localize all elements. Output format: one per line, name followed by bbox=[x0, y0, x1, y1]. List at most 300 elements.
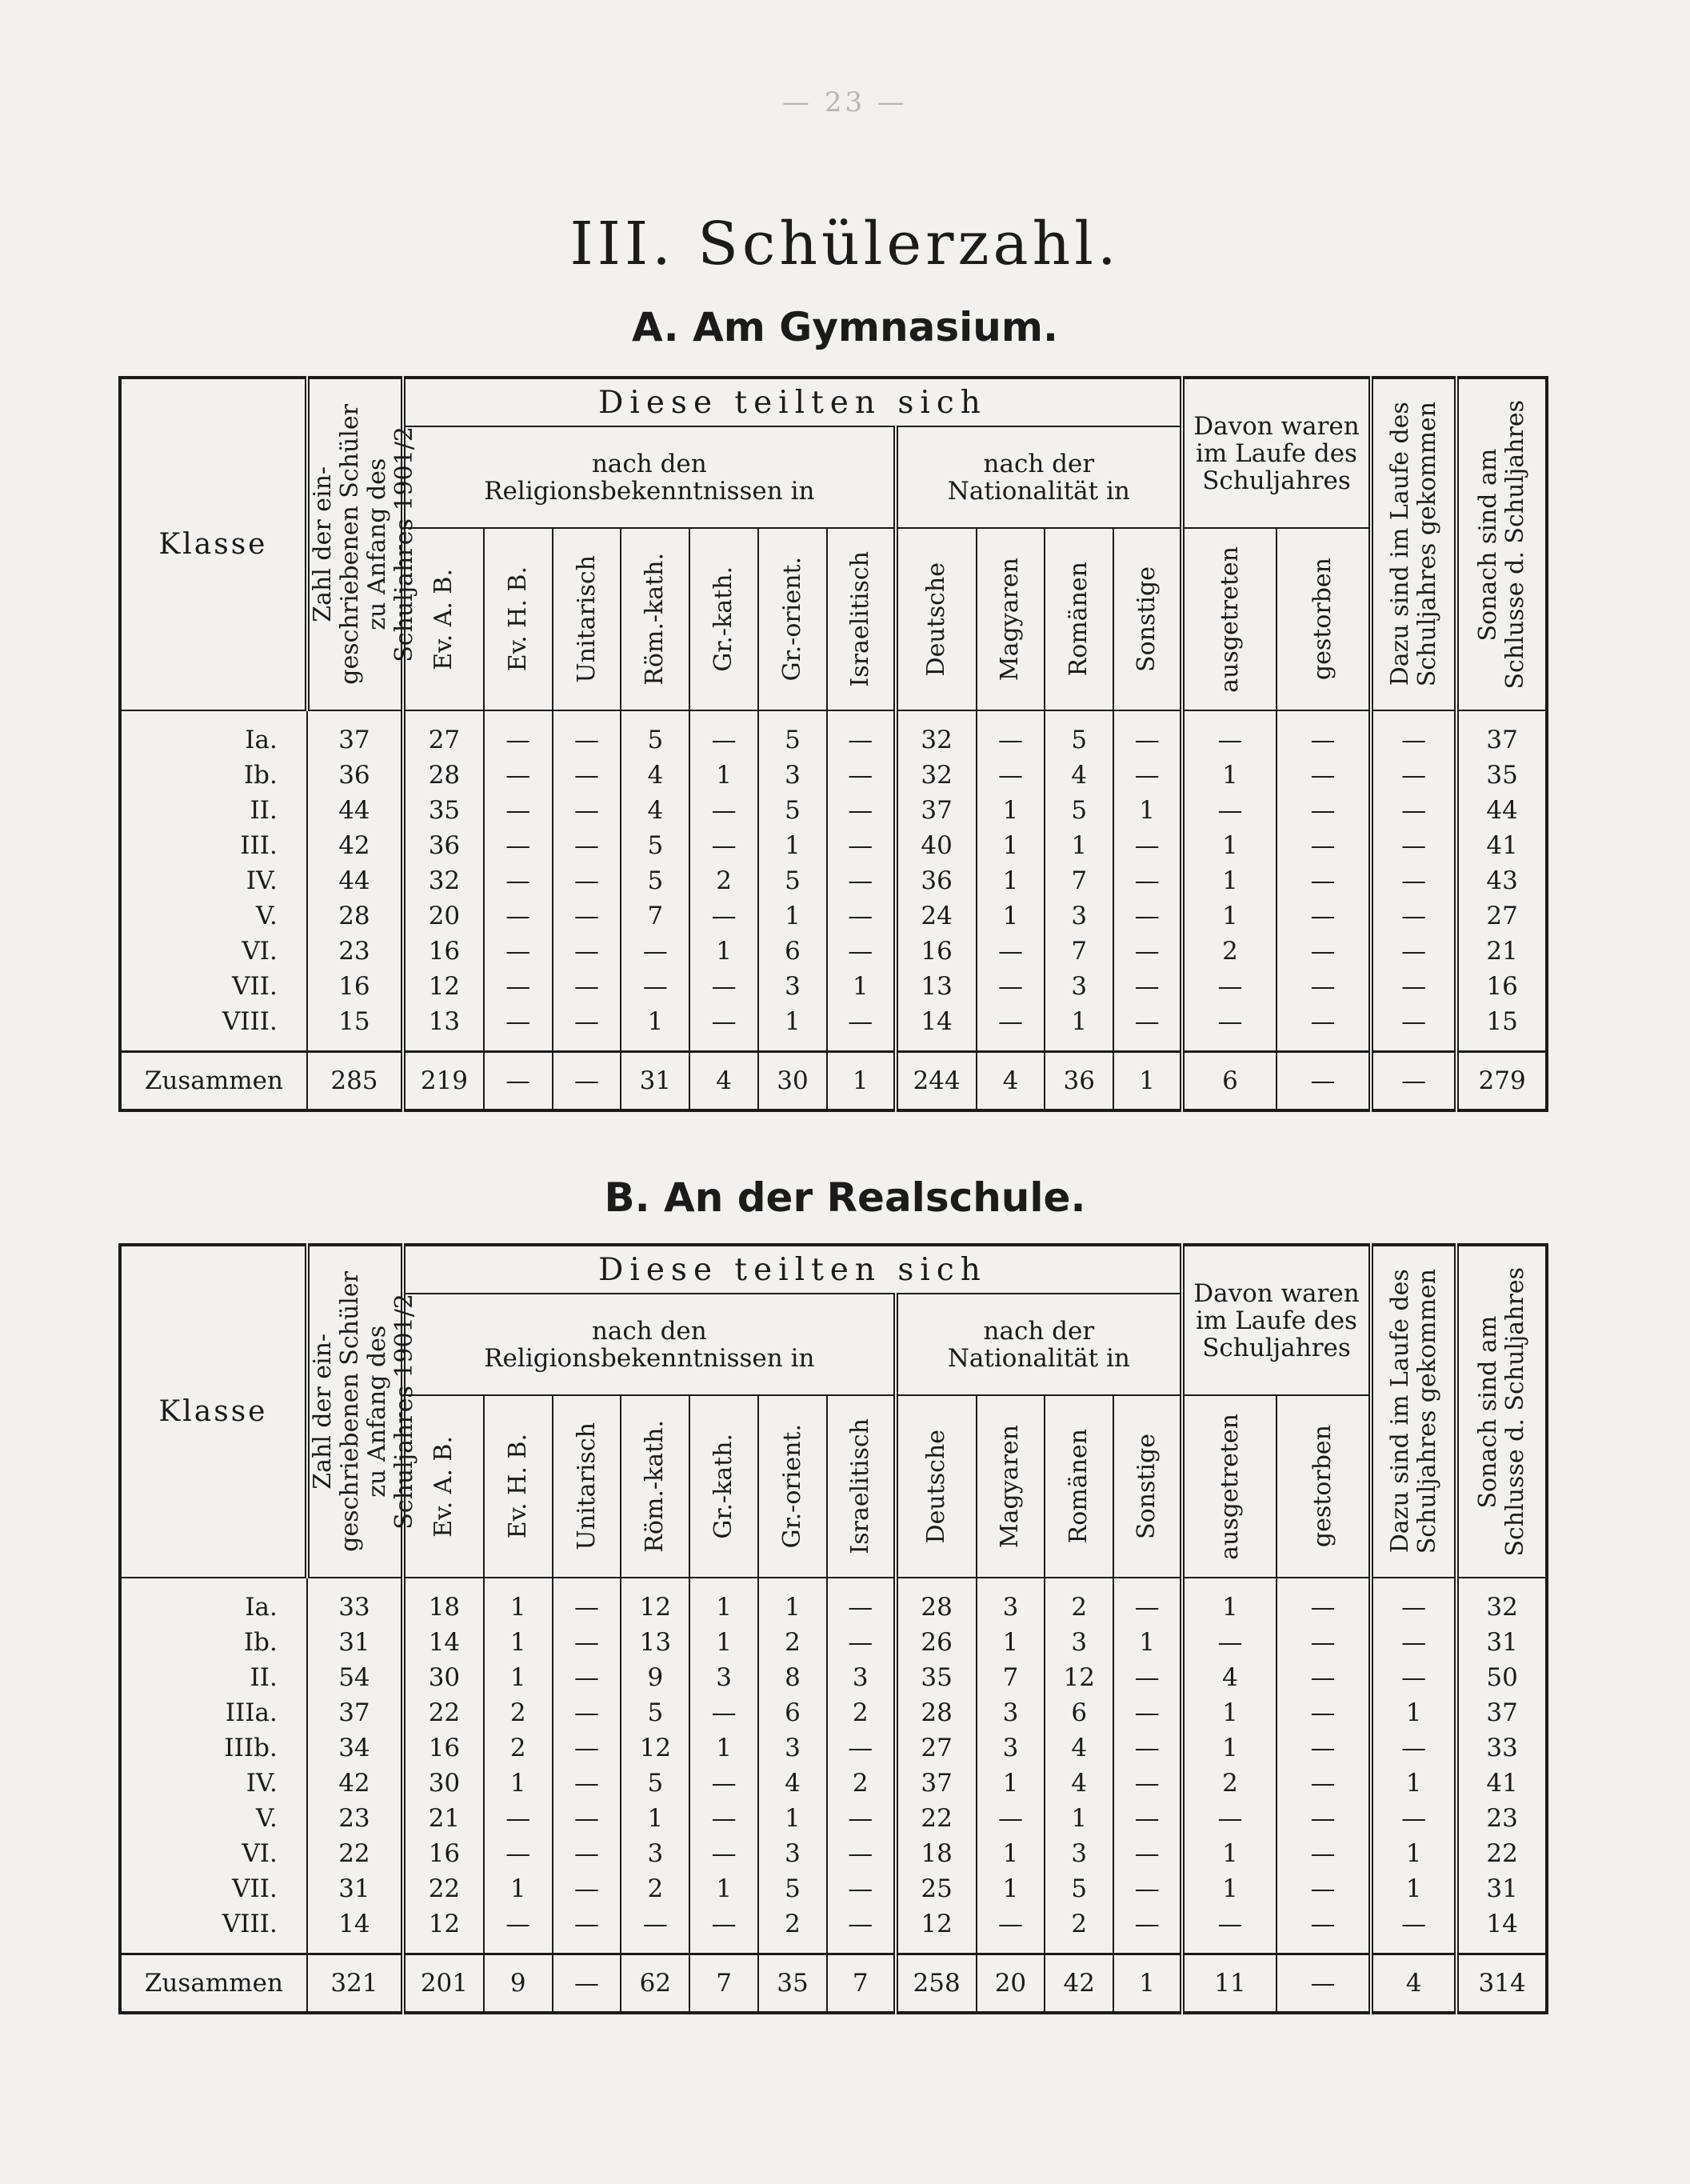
class-name-cell: Ib. bbox=[120, 1625, 307, 1660]
table-cell: 1 bbox=[689, 1871, 758, 1906]
table-cell: 1 bbox=[689, 1625, 758, 1660]
table-cell: 4 bbox=[621, 793, 689, 828]
class-name-cell: II. bbox=[120, 1660, 307, 1695]
table-cell: 14 bbox=[1456, 1906, 1547, 1942]
table-cell: 1 bbox=[758, 898, 827, 934]
class-name-cell: V. bbox=[120, 1801, 307, 1836]
total-cell: 4 bbox=[1371, 1954, 1456, 2014]
table-cell: — bbox=[977, 1801, 1045, 1836]
table-cell: 1 bbox=[977, 1625, 1045, 1660]
table-cell: 26 bbox=[896, 1625, 977, 1660]
total-cell: 36 bbox=[1045, 1052, 1113, 1111]
column-header bbox=[977, 1395, 1045, 1578]
table-cell: 2 bbox=[484, 1730, 553, 1766]
column-header-label: Röm.-kath. bbox=[641, 553, 669, 686]
table-cell: — bbox=[1113, 1730, 1182, 1766]
column-header bbox=[758, 528, 827, 710]
header-line: Nationalität in bbox=[947, 476, 1130, 506]
table-cell: 1 bbox=[484, 1578, 553, 1625]
table-cell: 16 bbox=[403, 1836, 484, 1871]
table-cell: 1 bbox=[1182, 1871, 1276, 1906]
class-name-cell: VI. bbox=[120, 934, 307, 969]
table-cell: 35 bbox=[1456, 758, 1547, 793]
table-row bbox=[120, 710, 1547, 758]
table-cell: — bbox=[484, 828, 553, 863]
table-cell: — bbox=[484, 758, 553, 793]
table-cell: — bbox=[689, 793, 758, 828]
table-cell: — bbox=[1276, 969, 1371, 1004]
table-cell: 1 bbox=[689, 1730, 758, 1766]
table-cell: — bbox=[1276, 1730, 1371, 1766]
column-header-label: Romänen bbox=[1065, 1429, 1093, 1544]
table-cell: — bbox=[553, 863, 621, 898]
table-row bbox=[120, 1625, 1547, 1660]
column-header-label: Deutsche bbox=[922, 1429, 951, 1544]
table-cell: — bbox=[827, 758, 896, 793]
total-cell: — bbox=[484, 1052, 553, 1111]
table-cell: — bbox=[827, 1730, 896, 1766]
table-cell: 5 bbox=[621, 863, 689, 898]
table-cell: — bbox=[1276, 1766, 1371, 1801]
header-line: im Laufe des bbox=[1195, 438, 1357, 468]
table-cell: 36 bbox=[403, 828, 484, 863]
table-cell: 7 bbox=[1045, 863, 1113, 898]
table-cell: 1 bbox=[977, 898, 1045, 934]
column-header bbox=[1045, 528, 1113, 710]
table-cell: 3 bbox=[1045, 1836, 1113, 1871]
class-name-cell: Ia. bbox=[120, 710, 307, 758]
table-cell: 12 bbox=[1045, 1660, 1113, 1695]
column-header-label: Israelitisch bbox=[845, 551, 874, 687]
dazu-header bbox=[1371, 378, 1456, 710]
table-cell: 37 bbox=[896, 1766, 977, 1801]
header-line: Schlusse d. Schuljahres bbox=[1501, 399, 1530, 690]
table-cell: 2 bbox=[1182, 934, 1276, 969]
table-cell: — bbox=[553, 969, 621, 1004]
table-cell: — bbox=[977, 969, 1045, 1004]
table-cell: — bbox=[484, 934, 553, 969]
table-row bbox=[120, 1578, 1547, 1625]
klasse-header: Klasse bbox=[120, 1245, 307, 1578]
header-line: Sonach sind am bbox=[1474, 448, 1503, 641]
table-cell: — bbox=[1113, 710, 1182, 758]
table-cell: — bbox=[1182, 1004, 1276, 1039]
realschule-table bbox=[118, 1243, 1548, 2014]
table-cell: — bbox=[1371, 1730, 1456, 1766]
table-cell: 4 bbox=[1045, 1730, 1113, 1766]
table-cell: — bbox=[1276, 1004, 1371, 1039]
column-header bbox=[1182, 528, 1276, 710]
class-name-cell: Ia. bbox=[120, 1578, 307, 1625]
table-cell: — bbox=[553, 1801, 621, 1836]
table-cell: — bbox=[621, 969, 689, 1004]
table-cell: — bbox=[1371, 898, 1456, 934]
column-header bbox=[484, 528, 553, 710]
table-cell: — bbox=[553, 1004, 621, 1039]
column-header bbox=[827, 528, 896, 710]
table-cell: — bbox=[689, 1766, 758, 1801]
table-row bbox=[120, 793, 1547, 828]
religion-group-header bbox=[403, 426, 896, 528]
table-cell: 3 bbox=[977, 1578, 1045, 1625]
table-cell: — bbox=[484, 710, 553, 758]
table-cell: 3 bbox=[621, 1836, 689, 1871]
total-cell: 20 bbox=[977, 1954, 1045, 2014]
table-cell: — bbox=[1276, 898, 1371, 934]
class-name-cell: II. bbox=[120, 793, 307, 828]
table-cell: — bbox=[484, 1004, 553, 1039]
header-line: zu Anfang des bbox=[362, 458, 391, 631]
header-line: Dazu sind im Laufe des bbox=[1385, 402, 1414, 687]
total-row bbox=[120, 1052, 1547, 1111]
header-line: Dazu sind im Laufe des bbox=[1385, 1269, 1414, 1554]
header-line: Schuljahres bbox=[1202, 1333, 1351, 1362]
table-cell: — bbox=[553, 758, 621, 793]
table-row bbox=[120, 969, 1547, 1004]
davon-header bbox=[1182, 378, 1371, 528]
table-cell: — bbox=[1113, 898, 1182, 934]
table-cell: — bbox=[689, 898, 758, 934]
table-cell: 42 bbox=[307, 1766, 403, 1801]
column-header bbox=[689, 528, 758, 710]
table-cell: 2 bbox=[484, 1695, 553, 1730]
table-cell: — bbox=[977, 934, 1045, 969]
table-cell: 2 bbox=[1045, 1906, 1113, 1942]
class-name-cell: VII. bbox=[120, 969, 307, 1004]
header-line: Schlusse d. Schuljahres bbox=[1501, 1266, 1530, 1557]
total-cell: 35 bbox=[758, 1954, 827, 2014]
table-cell: — bbox=[827, 1871, 896, 1906]
table-cell: 3 bbox=[827, 1660, 896, 1695]
table-cell: — bbox=[1371, 1578, 1456, 1625]
table-cell: — bbox=[1276, 1695, 1371, 1730]
total-cell: — bbox=[1371, 1052, 1456, 1111]
header-line: Schuljahres bbox=[1202, 466, 1351, 495]
table-row bbox=[120, 1871, 1547, 1906]
table-cell: 18 bbox=[896, 1836, 977, 1871]
table-cell: 1 bbox=[1182, 1695, 1276, 1730]
column-header bbox=[621, 528, 689, 710]
total-cell: 7 bbox=[689, 1954, 758, 2014]
header-line: Schuljahres gekommen bbox=[1412, 402, 1441, 687]
table-cell: — bbox=[1276, 1871, 1371, 1906]
table-cell: 3 bbox=[758, 758, 827, 793]
table-cell: 14 bbox=[403, 1625, 484, 1660]
table-cell: 1 bbox=[827, 969, 896, 1004]
table-cell: 31 bbox=[307, 1871, 403, 1906]
table-cell: 33 bbox=[307, 1578, 403, 1625]
table-cell: 34 bbox=[307, 1730, 403, 1766]
header-line: Davon waren bbox=[1193, 411, 1360, 441]
column-header bbox=[1276, 528, 1371, 710]
table-cell: 1 bbox=[484, 1625, 553, 1660]
table-cell: 1 bbox=[689, 1578, 758, 1625]
class-name-cell: VIII. bbox=[120, 1004, 307, 1039]
table-cell: — bbox=[827, 863, 896, 898]
table-cell: 3 bbox=[689, 1660, 758, 1695]
table-cell: 12 bbox=[896, 1906, 977, 1942]
header-line: geschriebenen Schüler bbox=[335, 404, 364, 685]
total-cell: 219 bbox=[403, 1052, 484, 1111]
table-cell: 41 bbox=[1456, 1766, 1547, 1801]
table-cell: — bbox=[1276, 758, 1371, 793]
table-cell: 5 bbox=[621, 710, 689, 758]
table-cell: 31 bbox=[1456, 1871, 1547, 1906]
table-cell: — bbox=[1371, 793, 1456, 828]
table-cell: 3 bbox=[758, 1836, 827, 1871]
table-cell: 44 bbox=[1456, 793, 1547, 828]
table-cell: 1 bbox=[1182, 1578, 1276, 1625]
column-header-label: Gr.-kath. bbox=[709, 1434, 738, 1539]
table-cell: — bbox=[553, 1578, 621, 1625]
column-header-label: ausgetreten bbox=[1215, 546, 1244, 693]
table-cell: 13 bbox=[403, 1004, 484, 1039]
table-cell: — bbox=[553, 1836, 621, 1871]
table-cell: 37 bbox=[307, 1695, 403, 1730]
table-cell: 37 bbox=[896, 793, 977, 828]
table-cell: 37 bbox=[1456, 710, 1547, 758]
column-header-label: Magyaren bbox=[996, 557, 1025, 682]
total-label: Zusammen bbox=[120, 1954, 307, 2014]
table-cell: 22 bbox=[307, 1836, 403, 1871]
class-name-cell: III. bbox=[120, 828, 307, 863]
class-name-cell: VII. bbox=[120, 1871, 307, 1906]
column-header-label: Ev. H. B. bbox=[503, 566, 532, 672]
table-cell: — bbox=[553, 1625, 621, 1660]
table-cell: — bbox=[827, 793, 896, 828]
column-header-label: Gr.-orient. bbox=[777, 1424, 806, 1549]
table-row bbox=[120, 934, 1547, 969]
total-cell: 9 bbox=[484, 1954, 553, 2014]
total-cell: — bbox=[553, 1954, 621, 2014]
table-cell: — bbox=[553, 793, 621, 828]
table-cell: 1 bbox=[758, 1004, 827, 1039]
table-cell: 35 bbox=[896, 1660, 977, 1695]
table-cell: 50 bbox=[1456, 1660, 1547, 1695]
zahl-header bbox=[307, 1245, 418, 1578]
table-cell: 1 bbox=[977, 793, 1045, 828]
total-cell: 31 bbox=[621, 1052, 689, 1111]
table-row bbox=[120, 898, 1547, 934]
table-row bbox=[120, 863, 1547, 898]
table-cell: 2 bbox=[1045, 1578, 1113, 1625]
table-cell: 54 bbox=[307, 1660, 403, 1695]
total-cell: 321 bbox=[307, 1954, 403, 2014]
header-line: Schuljahres 1901/2 bbox=[390, 426, 418, 662]
column-header bbox=[758, 1395, 827, 1578]
nation-group-header bbox=[896, 1294, 1182, 1395]
total-cell: 201 bbox=[403, 1954, 484, 2014]
header-line: Religionsbekenntnissen in bbox=[484, 476, 815, 506]
table-cell: 3 bbox=[977, 1695, 1045, 1730]
table-cell: 43 bbox=[1456, 863, 1547, 898]
total-cell: 1 bbox=[1113, 1954, 1182, 2014]
total-cell: — bbox=[1276, 1954, 1371, 2014]
table-cell: — bbox=[1182, 1625, 1276, 1660]
table-cell: 6 bbox=[1045, 1695, 1113, 1730]
table-cell: — bbox=[1276, 1836, 1371, 1871]
table-cell: 1 bbox=[1045, 828, 1113, 863]
class-name-cell: IIIb. bbox=[120, 1730, 307, 1766]
table-cell: — bbox=[1182, 1906, 1276, 1942]
table-cell: 9 bbox=[621, 1660, 689, 1695]
table-cell: 14 bbox=[307, 1906, 403, 1942]
header-line: nach der bbox=[983, 449, 1095, 478]
table-cell: 16 bbox=[403, 1730, 484, 1766]
table-cell: 37 bbox=[1456, 1695, 1547, 1730]
class-name-cell: Ib. bbox=[120, 758, 307, 793]
table-cell: 15 bbox=[307, 1004, 403, 1039]
total-cell: 279 bbox=[1456, 1052, 1547, 1111]
table-cell: 1 bbox=[758, 1578, 827, 1625]
table-cell: 1 bbox=[1371, 1836, 1456, 1871]
column-header-label: Deutsche bbox=[922, 562, 951, 677]
column-header bbox=[1276, 1395, 1371, 1578]
header-line: nach den bbox=[591, 1316, 707, 1346]
table-cell: — bbox=[827, 1906, 896, 1942]
table-cell: — bbox=[1113, 1836, 1182, 1871]
table-cell: — bbox=[977, 758, 1045, 793]
table-cell: — bbox=[1371, 969, 1456, 1004]
table-cell: — bbox=[1371, 1004, 1456, 1039]
table-cell: — bbox=[484, 1906, 553, 1942]
table-cell: 1 bbox=[689, 758, 758, 793]
table-cell: 1 bbox=[689, 934, 758, 969]
table-row bbox=[120, 828, 1547, 863]
table-cell: 20 bbox=[403, 898, 484, 934]
column-header-label: Ev. A. B. bbox=[429, 1435, 458, 1538]
total-cell: — bbox=[1276, 1052, 1371, 1111]
table-cell: 42 bbox=[307, 828, 403, 863]
table-cell: 1 bbox=[1182, 828, 1276, 863]
table-cell: 22 bbox=[1456, 1836, 1547, 1871]
table-cell: — bbox=[1113, 1871, 1182, 1906]
table-cell: — bbox=[484, 898, 553, 934]
table-cell: — bbox=[1276, 710, 1371, 758]
table-cell: 1 bbox=[1045, 1004, 1113, 1039]
table-cell: — bbox=[553, 898, 621, 934]
class-name-cell: IV. bbox=[120, 863, 307, 898]
table-cell: — bbox=[689, 969, 758, 1004]
table-cell: 4 bbox=[621, 758, 689, 793]
column-header bbox=[1045, 1395, 1113, 1578]
total-cell: 62 bbox=[621, 1954, 689, 2014]
table-cell: — bbox=[553, 1871, 621, 1906]
table-cell: — bbox=[1371, 1660, 1456, 1695]
header-line: Zahl der ein- bbox=[308, 466, 337, 622]
table-cell: — bbox=[977, 1906, 1045, 1942]
header-line: im Laufe des bbox=[1195, 1306, 1357, 1335]
table-cell: 5 bbox=[1045, 1871, 1113, 1906]
table-cell: — bbox=[827, 1625, 896, 1660]
column-header-label: Israelitisch bbox=[845, 1418, 874, 1554]
table-row bbox=[120, 758, 1547, 793]
table-cell: 1 bbox=[1113, 793, 1182, 828]
header-line: Schuljahres 1901/2 bbox=[390, 1294, 418, 1530]
column-header bbox=[827, 1395, 896, 1578]
table-cell: 3 bbox=[1045, 969, 1113, 1004]
table-cell: — bbox=[1276, 1625, 1371, 1660]
table-cell: 2 bbox=[827, 1695, 896, 1730]
table-cell: 22 bbox=[896, 1801, 977, 1836]
table-cell: — bbox=[1182, 710, 1276, 758]
table-cell: — bbox=[1371, 934, 1456, 969]
table-cell: 4 bbox=[1182, 1660, 1276, 1695]
table-cell: 5 bbox=[758, 793, 827, 828]
table-cell: 36 bbox=[896, 863, 977, 898]
column-header bbox=[896, 528, 977, 710]
table-cell: 28 bbox=[896, 1695, 977, 1730]
class-name-cell: IIIa. bbox=[120, 1695, 307, 1730]
total-cell: 7 bbox=[827, 1954, 896, 2014]
table-cell: 21 bbox=[1456, 934, 1547, 969]
total-cell: 11 bbox=[1182, 1954, 1276, 2014]
table-cell: 28 bbox=[307, 898, 403, 934]
column-header-label: Röm.-kath. bbox=[641, 1420, 669, 1553]
column-header-label: Sonstige bbox=[1133, 566, 1161, 672]
sonach-header bbox=[1456, 1245, 1547, 1578]
table-cell: 1 bbox=[1182, 898, 1276, 934]
table-cell: — bbox=[827, 1836, 896, 1871]
sonach-header bbox=[1456, 378, 1547, 710]
table-cell: 1 bbox=[621, 1801, 689, 1836]
table-cell: — bbox=[1113, 1004, 1182, 1039]
header-line: nach der bbox=[983, 1316, 1095, 1346]
total-label: Zusammen bbox=[120, 1052, 307, 1111]
table-cell: — bbox=[827, 898, 896, 934]
table-cell: 1 bbox=[758, 1801, 827, 1836]
column-header-label: gestorben bbox=[1308, 558, 1336, 681]
table-cell: 14 bbox=[896, 1004, 977, 1039]
table-cell: — bbox=[977, 710, 1045, 758]
header-line: zu Anfang des bbox=[362, 1325, 391, 1498]
section-title-gymnasium: A. Am Gymnasium. bbox=[632, 304, 1058, 350]
table-cell: — bbox=[1371, 1906, 1456, 1942]
page-number: — 23 — bbox=[782, 86, 908, 118]
column-header-label: Romänen bbox=[1065, 562, 1093, 677]
table-cell: — bbox=[1371, 863, 1456, 898]
table-cell: 28 bbox=[403, 758, 484, 793]
table-cell: 2 bbox=[621, 1871, 689, 1906]
table-cell: 12 bbox=[621, 1730, 689, 1766]
table-cell: 23 bbox=[1456, 1801, 1547, 1836]
header-line: Nationalität in bbox=[947, 1343, 1130, 1373]
total-cell: 258 bbox=[896, 1954, 977, 2014]
table-cell: — bbox=[553, 1695, 621, 1730]
table-cell: 5 bbox=[758, 1871, 827, 1906]
table-cell: 3 bbox=[1045, 898, 1113, 934]
table-cell: — bbox=[621, 934, 689, 969]
table-cell: — bbox=[1276, 1660, 1371, 1695]
table-cell: — bbox=[1276, 1906, 1371, 1942]
column-header bbox=[1182, 1395, 1276, 1578]
column-header bbox=[484, 1395, 553, 1578]
total-cell: — bbox=[553, 1052, 621, 1111]
column-header-label: Ev. A. B. bbox=[429, 568, 458, 670]
column-header bbox=[1113, 1395, 1182, 1578]
column-header-label: Gr.-orient. bbox=[777, 557, 806, 682]
total-cell: 244 bbox=[896, 1052, 977, 1111]
table-cell: — bbox=[1113, 1766, 1182, 1801]
column-header bbox=[621, 1395, 689, 1578]
table-cell: 33 bbox=[1456, 1730, 1547, 1766]
total-cell: 1 bbox=[827, 1052, 896, 1111]
table-cell: 1 bbox=[1371, 1695, 1456, 1730]
column-header bbox=[1113, 528, 1182, 710]
column-header-label: gestorben bbox=[1308, 1425, 1336, 1548]
table-cell: — bbox=[1113, 1906, 1182, 1942]
klasse-header: Klasse bbox=[120, 378, 307, 710]
